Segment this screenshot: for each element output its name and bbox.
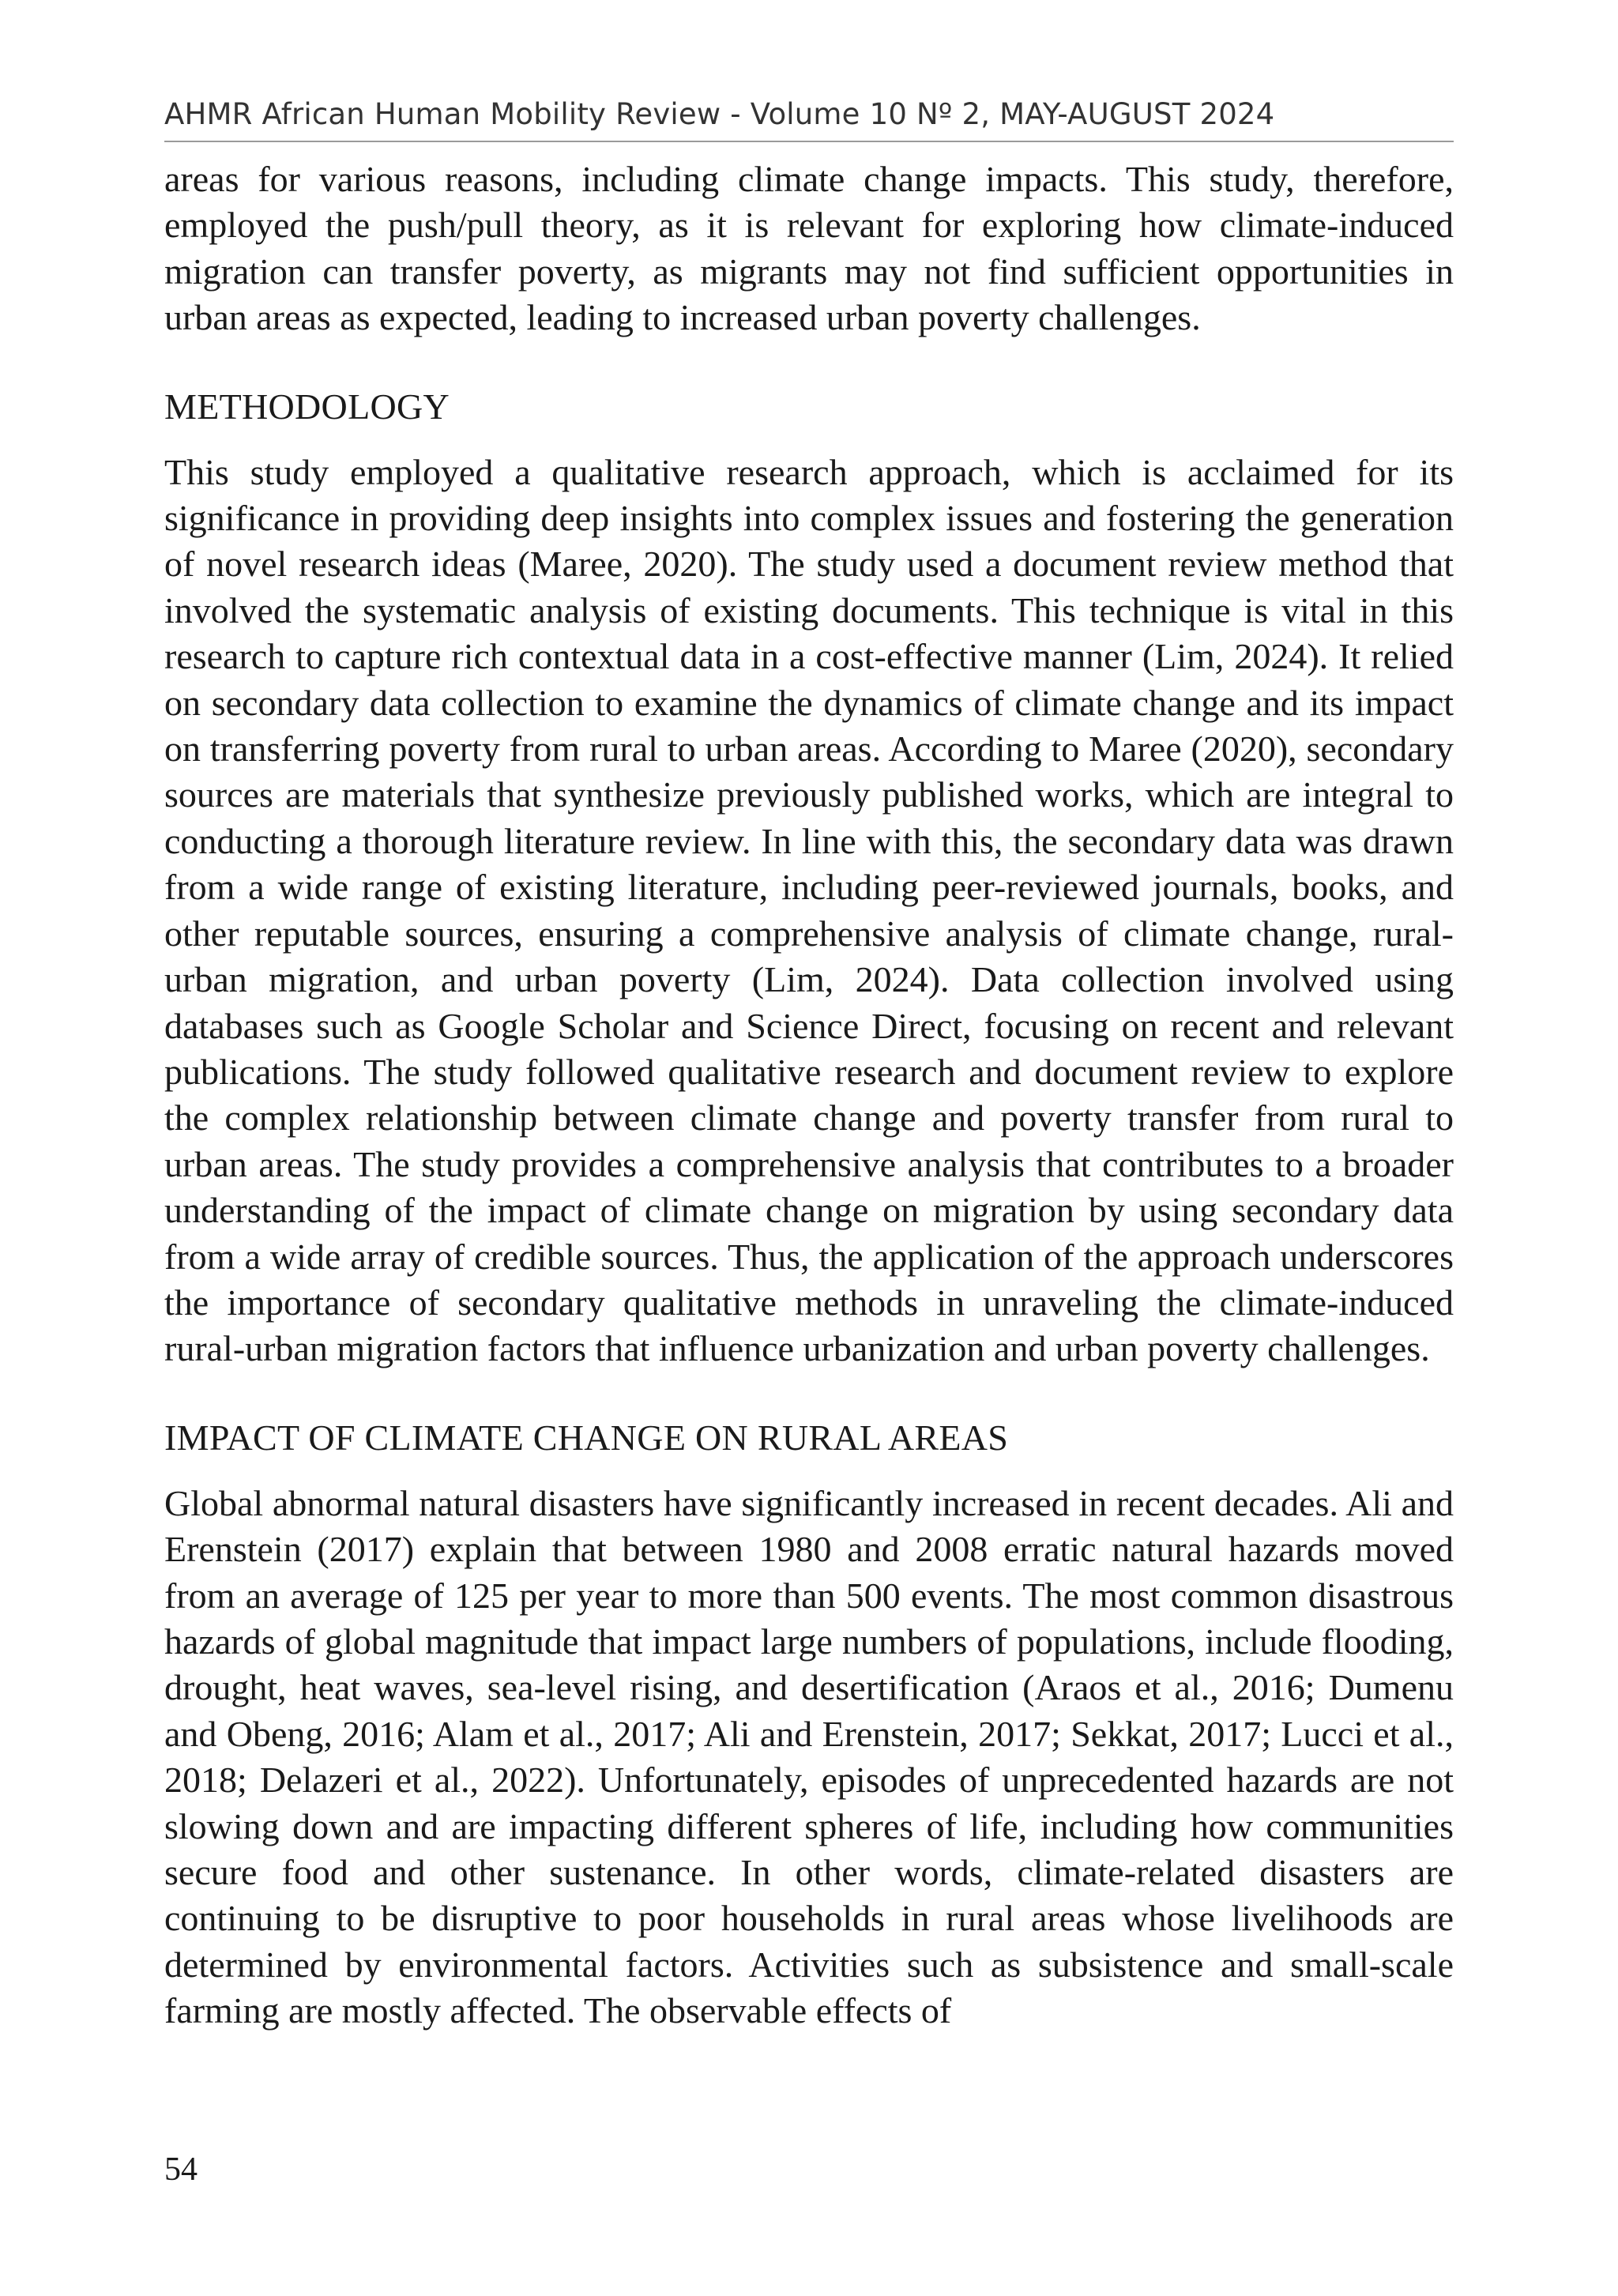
running-header: AHMR African Human Mobility Review - Volume 10 Nº 2, MAY-AUGUST 2024 <box>164 97 1275 131</box>
intro-paragraph: areas for various reasons, including climate change impacts. This study, therefore, employed the push/pull theory, as it is relevant for exploring how climate-induced migration can transfer poverty, as migrants may not find sufficient opportunities in urban areas as expected, leading to increased urban poverty challenges. <box>164 159 1454 338</box>
page-number: 54 <box>164 2151 198 2188</box>
methodology-heading: METHODOLOGY <box>164 386 450 427</box>
article-body <box>164 156 1454 2034</box>
impact-section-paragraph: Global abnormal natural disasters have significantly increased in recent decades. Ali and Erenstein (2017) explain that between 1980 and 2008 erratic natural hazards moved from an average of 125 per year to more than 500 events. The most common disastrous hazards of global magnitude that impact large numbers of populations, include flooding, drought, heat waves, sea-level rising, and desertification (Araos et al., 2016; Dumenu and Obeng, 2016; Alam et al., 2017; Ali and Erenstein, 2017; Sekkat, 2017; Lucci et al., 2018; Delazeri et al., 2022). Unfortunately, episodes of unprecedented hazards are not slowing down and are impacting different spheres of life, including how communities secure food and other sustenance. In other words, climate-related disasters are continuing to be disruptive to poor households in rural areas whose livelihoods are determined by environmental factors. Activities such as subsistence and small-scale farming are mostly affected. The observable effects of <box>164 1482 1454 2031</box>
header-divider <box>164 141 1454 142</box>
methodology-paragraph: This study employed a qualitative research approach, which is acclaimed for its significance in providing deep insights into complex issues and fostering the generation of novel research ideas (Maree, 2020). The study used a document review method that involved the systematic analysis of existing documents. This technique is vital in this research to capture rich contextual data in a cost-effective manner (Lim, 2024). It relied on secondary data collection to examine the dynamics of climate change and its impact on transferring poverty from rural to urban areas. According to Maree (2020), secondary sources are materials that synthesize previously published works, which are integral to conducting a thorough literature review. In line with this, the secondary data was drawn from a wide range of existing literature, including peer-reviewed journals, books, and other reputable sources, ensuring a comprehensive analysis of climate change, rural-urban migration, and urban poverty (Lim, 2024). Data collection involved using databases such as Google Scholar and Science Direct, focusing on recent and relevant publications. The study followed qualitative research and document review to explore the complex relationship between climate change and poverty transfer from rural to urban areas. The study provides a comprehensive analysis that contributes to a broader understanding of the impact of climate change on migration by using secondary data from a wide array of credible sources. Thus, the application of the approach underscores the importance of secondary qualitative methods in unraveling the climate-induced rural-urban migration factors that influence urbanization and urban poverty challenges. <box>164 451 1454 1369</box>
impact-section-heading: IMPACT OF CLIMATE CHANGE ON RURAL AREAS <box>164 1417 1009 1458</box>
